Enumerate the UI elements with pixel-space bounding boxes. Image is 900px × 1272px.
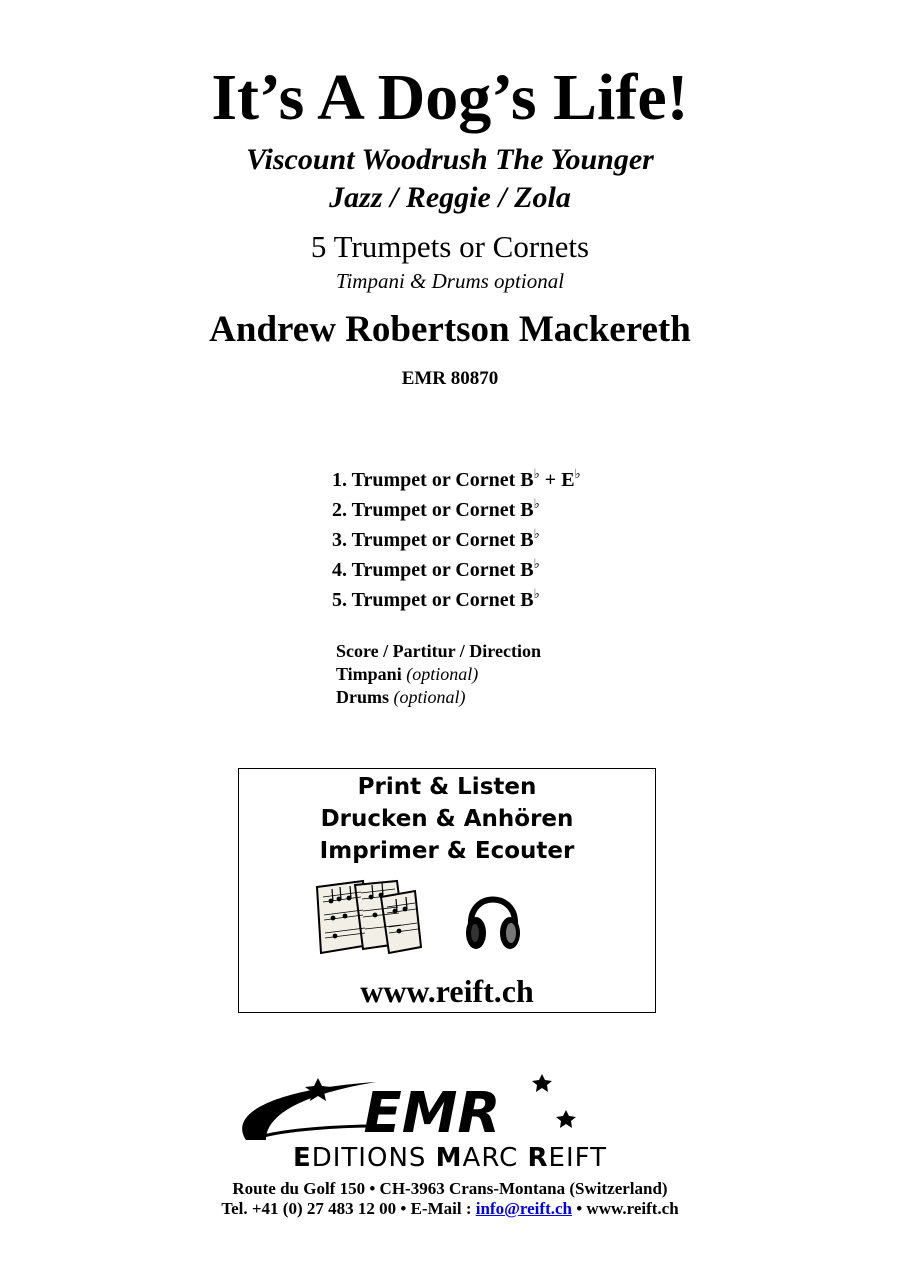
subtitle-movements: Jazz / Reggie / Zola — [329, 181, 571, 214]
optional-instruments: Timpani & Drums optional — [335, 269, 565, 293]
email-link[interactable]: info@reift.ch — [475, 1199, 572, 1218]
part-item — [332, 522, 581, 552]
flat-sign: ♭ — [533, 467, 540, 482]
flat-sign: ♭ — [533, 497, 540, 512]
brand-word: EIFT — [548, 1143, 608, 1173]
extra-parts — [336, 640, 541, 709]
brand-initial: M — [435, 1143, 463, 1173]
star-icon — [556, 1110, 576, 1128]
score-line — [336, 640, 541, 663]
page-title: It’s A Dog’s Life! — [211, 61, 689, 134]
star-icon — [532, 1074, 552, 1092]
parts-list — [332, 462, 581, 612]
logo-text: EMR — [363, 1081, 501, 1146]
flat-sign: ♭ — [533, 527, 540, 542]
part-item — [332, 462, 581, 492]
part-item — [332, 552, 581, 582]
print-listen-box — [238, 768, 656, 1013]
brand-initial: R — [527, 1143, 549, 1173]
flat-sign: ♭ — [574, 467, 581, 482]
instrumentation: 5 Trumpets or Cornets — [310, 229, 590, 264]
part-label: 2. Trumpet or Cornet B — [332, 499, 534, 521]
catalog-number: EMR 80870 — [401, 368, 499, 389]
headphones-icon — [463, 881, 523, 953]
website-text: • www.reift.ch — [571, 1199, 679, 1218]
flat-sign: ♭ — [533, 557, 540, 572]
part-label: 3. Trumpet or Cornet B — [332, 529, 534, 551]
promo-line-de: Drucken & Anhören — [320, 806, 574, 832]
sheet-music-icon — [311, 877, 423, 955]
publisher-address: Route du Golf 150 • CH-3963 Crans-Montana (Switzerland) — [232, 1179, 668, 1198]
part-suffix: + E — [544, 469, 575, 491]
publisher-brand — [0, 1143, 900, 1173]
part-label: 1. Trumpet or Cornet B — [332, 469, 534, 491]
subtitle-movement-1: Viscount Woodrush The Younger — [246, 143, 654, 176]
phone-text: Tel. +41 (0) 27 483 12 00 • E-Mail : — [221, 1199, 476, 1218]
publisher-contact — [0, 1198, 900, 1220]
promo-line-fr: Imprimer & Ecouter — [319, 838, 575, 864]
part-item — [332, 582, 581, 612]
part-label: 5. Trumpet or Cornet B — [332, 589, 534, 611]
flat-sign: ♭ — [533, 587, 540, 602]
score-label: Score / Partitur / Direction — [336, 641, 541, 661]
drums-label: Drums — [336, 687, 389, 707]
part-label: 4. Trumpet or Cornet B — [332, 559, 534, 581]
promo-line-en: Print & Listen — [357, 774, 537, 800]
brand-initial: E — [292, 1143, 312, 1173]
optional-note: (optional) — [393, 687, 466, 707]
composer-name: Andrew Robertson Mackereth — [209, 309, 691, 350]
drums-line — [336, 686, 541, 709]
part-item — [332, 492, 581, 522]
brand-word: ARC — [462, 1143, 528, 1173]
website-link[interactable]: www.reift.ch — [360, 973, 534, 1009]
timpani-line — [336, 663, 541, 686]
emr-logo — [226, 1070, 586, 1146]
optional-note: (optional) — [406, 664, 479, 684]
timpani-label: Timpani — [336, 664, 402, 684]
brand-word: DITIONS — [311, 1143, 436, 1173]
